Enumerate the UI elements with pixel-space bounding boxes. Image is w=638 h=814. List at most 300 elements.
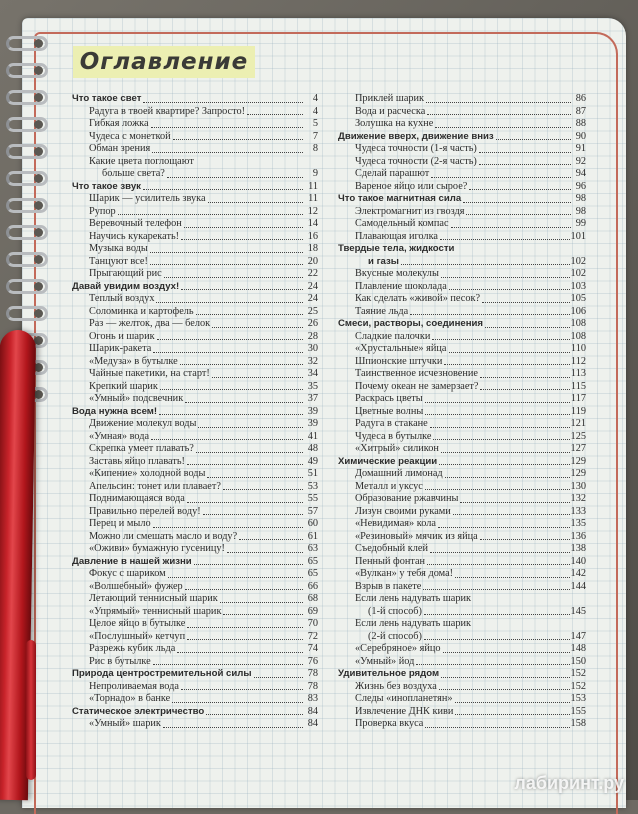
toc-entry-row bbox=[338, 343, 586, 356]
toc-entry-row bbox=[72, 456, 318, 469]
leader-dots bbox=[187, 502, 303, 503]
toc-entry-row bbox=[338, 181, 586, 194]
toc-entry-row bbox=[72, 118, 318, 131]
toc-entry-title: Электромагнит из гвоздя bbox=[355, 205, 465, 217]
toc-entry-row bbox=[72, 593, 318, 606]
binding-hole bbox=[34, 39, 43, 48]
toc-entry-title: Научись кукарекать! bbox=[89, 230, 180, 242]
toc-page-number: 119 bbox=[570, 405, 586, 417]
binding-hole bbox=[34, 93, 43, 102]
leader-dots bbox=[203, 514, 303, 515]
toc-page-number: 49 bbox=[307, 455, 318, 467]
toc-entry-row bbox=[72, 618, 318, 631]
leader-dots bbox=[426, 102, 571, 103]
toc-page-number: 155 bbox=[570, 705, 586, 717]
toc-entry-title: «Оживи» бумажную гусеницу! bbox=[89, 543, 225, 554]
toc-entry-title: Движение молекул воды bbox=[89, 418, 197, 429]
toc-entry-row bbox=[72, 243, 318, 256]
leader-dots bbox=[479, 164, 571, 165]
leader-dots bbox=[445, 477, 570, 478]
toc-page-number: 66 bbox=[307, 580, 318, 592]
toc-entry-row bbox=[72, 156, 318, 169]
toc-page-number: 30 bbox=[307, 343, 318, 354]
toc-entry-title: (1-й способ) bbox=[368, 605, 422, 617]
toc-entry-title: Цветные волны bbox=[355, 405, 424, 417]
toc-entry-title: «Кипение» холодной воды bbox=[89, 468, 206, 479]
toc-entry-row bbox=[338, 206, 586, 219]
toc-entry-row bbox=[338, 681, 586, 694]
toc-entry-title: Разрежь кубик льда bbox=[89, 643, 176, 654]
toc-left-column bbox=[72, 93, 318, 731]
toc-page-number: 148 bbox=[570, 643, 586, 654]
toc-page-number: 152 bbox=[570, 680, 586, 692]
toc-entry-row bbox=[338, 656, 586, 669]
toc-page-number: 22 bbox=[307, 268, 318, 279]
toc-page-number: 105 bbox=[570, 293, 586, 304]
leader-dots bbox=[143, 189, 303, 190]
toc-entry-row bbox=[338, 443, 586, 456]
toc-entry-title: Летающий теннисный шарик bbox=[89, 593, 218, 604]
toc-page-number: 108 bbox=[570, 330, 586, 342]
toc-page-number: 11 bbox=[308, 193, 318, 204]
leader-dots bbox=[480, 539, 570, 540]
toc-entry-title: Если лень надувать шарик bbox=[355, 618, 472, 629]
toc-entry-row bbox=[338, 331, 586, 344]
toc-section-row bbox=[338, 668, 586, 681]
toc-entry-row bbox=[338, 718, 586, 731]
leader-dots bbox=[207, 477, 303, 478]
toc-entry-row bbox=[338, 531, 586, 544]
toc-page-number: 78 bbox=[307, 680, 318, 692]
toc-entry-row bbox=[72, 568, 318, 581]
toc-entry-row bbox=[338, 406, 586, 419]
toc-page-number: 41 bbox=[307, 430, 318, 442]
toc-entry-row bbox=[72, 368, 318, 381]
toc-page-number: 32 bbox=[307, 355, 318, 367]
toc-page-number: 103 bbox=[570, 280, 586, 292]
toc-entry-title: Можно ли смешать масло и воду? bbox=[89, 530, 238, 542]
toc-page-number: 61 bbox=[307, 530, 318, 542]
toc-page-number: 86 bbox=[575, 93, 586, 104]
toc-entry-title: Образование ржавчины bbox=[355, 493, 459, 504]
leader-dots bbox=[181, 289, 303, 290]
toc-entry-title: Плавающая иголка bbox=[355, 230, 438, 242]
binding-hole bbox=[34, 228, 43, 237]
toc-entry-title: Как сделать «живой» песок? bbox=[355, 293, 481, 304]
toc-entry-title: Сладкие палочки bbox=[355, 330, 431, 342]
toc-entry-row bbox=[72, 231, 318, 244]
toc-entry-title: Что такое звук bbox=[72, 180, 141, 192]
toc-entry-row bbox=[72, 193, 318, 206]
leader-dots bbox=[223, 614, 303, 615]
leader-dots bbox=[482, 302, 570, 303]
toc-entry-row bbox=[72, 418, 318, 431]
toc-page-number: 101 bbox=[570, 230, 586, 242]
toc-entry-title: «Умная» вода bbox=[89, 430, 150, 442]
leader-dots bbox=[431, 177, 571, 178]
leader-dots bbox=[206, 714, 303, 715]
leader-dots bbox=[187, 464, 303, 465]
toc-entry-row bbox=[72, 693, 318, 706]
toc-section-row bbox=[338, 131, 586, 144]
toc-page-number: 8 bbox=[312, 143, 318, 154]
leader-dots bbox=[449, 352, 570, 353]
toc-entry-title: «Вулкан» у тебя дома! bbox=[355, 568, 454, 579]
toc-entry-row bbox=[338, 543, 586, 556]
toc-entry-title: Удивительное рядом bbox=[338, 668, 440, 679]
leader-dots bbox=[438, 527, 570, 528]
leader-dots bbox=[460, 502, 569, 503]
toc-entry-title: Приклей шарик bbox=[355, 93, 425, 104]
toc-entry-row bbox=[72, 431, 318, 444]
toc-page-number: 121 bbox=[570, 418, 586, 429]
toc-entry-title: Веревочный телефон bbox=[89, 218, 182, 229]
toc-page-number: 84 bbox=[307, 705, 318, 717]
pen-clip bbox=[26, 640, 36, 780]
binding-hole bbox=[34, 309, 43, 318]
leader-dots bbox=[430, 552, 570, 553]
toc-page-number: 144 bbox=[570, 580, 586, 592]
toc-entry-title: Почему океан не замерзает? bbox=[355, 380, 479, 392]
toc-entry-title: Таинственное исчезновение bbox=[355, 368, 478, 379]
toc-entry-title: Апельсин: тонет или плавает? bbox=[89, 480, 221, 492]
toc-entry-title: Съедобный клей bbox=[355, 543, 428, 554]
toc-entry-title: Если лень надувать шарик bbox=[355, 593, 472, 604]
toc-page-number: 138 bbox=[570, 543, 586, 554]
toc-entry-row bbox=[338, 556, 586, 569]
toc-page-number: 25 bbox=[307, 305, 318, 317]
toc-entry-title: Домашний лимонад bbox=[355, 468, 443, 479]
toc-entry-row bbox=[338, 393, 586, 406]
toc-page-number: 88 bbox=[575, 118, 586, 129]
toc-entry-row bbox=[338, 468, 586, 481]
leader-dots bbox=[416, 664, 569, 665]
toc-entry-row bbox=[72, 543, 318, 556]
toc-entry-title: Следы «инопланетян» bbox=[355, 693, 453, 704]
toc-entry-row bbox=[72, 681, 318, 694]
toc-entry-title: Сделай парашют bbox=[355, 168, 430, 179]
toc-page-number: 72 bbox=[307, 630, 318, 642]
toc-entry-row bbox=[338, 606, 586, 619]
toc-entry-title: «Торнадо» в банке bbox=[89, 693, 171, 704]
toc-page-number: 130 bbox=[570, 480, 586, 492]
toc-page-number: 145 bbox=[570, 605, 586, 617]
toc-entry-title: Движение вверх, движение вниз bbox=[338, 130, 494, 142]
toc-page-number: 147 bbox=[570, 630, 586, 642]
leader-dots bbox=[159, 414, 303, 415]
leader-dots bbox=[424, 639, 570, 640]
toc-entry-title: Вода нужна всем! bbox=[72, 405, 158, 417]
toc-entry-row bbox=[72, 293, 318, 306]
toc-page-number: 136 bbox=[570, 530, 586, 542]
toc-entry-row bbox=[72, 143, 318, 156]
toc-entry-row bbox=[338, 431, 586, 444]
leader-dots bbox=[435, 127, 571, 128]
toc-entry-title: «Упрямый» теннисный шарик bbox=[89, 605, 222, 617]
leader-dots bbox=[153, 352, 303, 353]
binding-hole bbox=[34, 147, 43, 156]
toc-page-number: 16 bbox=[307, 230, 318, 242]
leader-dots bbox=[152, 152, 303, 153]
toc-entry-title: «Волшебный» фужер bbox=[89, 580, 183, 592]
toc-entry-title: Твердые тела, жидкости bbox=[338, 243, 455, 254]
toc-entry-row bbox=[338, 218, 586, 231]
toc-entry-title: Жизнь без воздуха bbox=[355, 680, 437, 692]
leader-dots bbox=[444, 364, 569, 365]
leader-dots bbox=[184, 227, 303, 228]
toc-entry-title: Чудеса точности (2-я часть) bbox=[355, 155, 477, 167]
leader-dots bbox=[480, 389, 569, 390]
leader-dots bbox=[157, 339, 303, 340]
toc-entry-row bbox=[72, 606, 318, 619]
leader-dots bbox=[433, 439, 569, 440]
leader-dots bbox=[479, 152, 571, 153]
toc-page-number: 39 bbox=[307, 405, 318, 417]
toc-section-row bbox=[72, 706, 318, 719]
toc-page-number: 18 bbox=[307, 243, 318, 254]
toc-page-number: 150 bbox=[570, 655, 586, 667]
toc-entry-row bbox=[338, 381, 586, 394]
toc-entry-title: Смеси, растворы, соединения bbox=[338, 318, 483, 329]
leader-dots bbox=[424, 614, 570, 615]
toc-page-number: 28 bbox=[307, 330, 318, 342]
toc-page-number: 142 bbox=[570, 568, 586, 579]
toc-page-number: 11 bbox=[308, 180, 318, 192]
toc-entry-title: Заставь яйцо плавать! bbox=[89, 455, 185, 467]
toc-entry-row bbox=[338, 618, 586, 631]
toc-entry-title: «Умный» йод bbox=[355, 655, 415, 667]
toc-entry-row bbox=[338, 481, 586, 494]
leader-dots bbox=[469, 189, 571, 190]
toc-entry-title: Рупор bbox=[89, 205, 116, 217]
toc-page-number: 91 bbox=[575, 143, 586, 154]
toc-page-number: 140 bbox=[570, 555, 586, 567]
toc-entry-row bbox=[72, 393, 318, 406]
toc-entry-title: «Хрустальные» яйца bbox=[355, 343, 447, 354]
toc-entry-row bbox=[72, 206, 318, 219]
leader-dots bbox=[441, 677, 569, 678]
leader-dots bbox=[254, 677, 303, 678]
toc-entry-title: Обман зрения bbox=[89, 143, 151, 154]
leader-dots bbox=[463, 202, 571, 203]
leader-dots bbox=[439, 464, 569, 465]
toc-page-number: 133 bbox=[570, 505, 586, 517]
toc-entry-title: «Хитрый» силикон bbox=[355, 443, 439, 454]
toc-entry-row bbox=[72, 481, 318, 494]
toc-section-row bbox=[72, 556, 318, 569]
toc-entry-title: Правильно перелей воду! bbox=[89, 505, 201, 517]
binding-hole bbox=[34, 282, 43, 291]
toc-entry-title: Вода и расческа bbox=[355, 105, 426, 117]
toc-entry-row bbox=[72, 343, 318, 356]
toc-page-number: 117 bbox=[570, 393, 586, 404]
leader-dots bbox=[156, 302, 303, 303]
toc-entry-title: Радуга в твоей квартире? Запросто! bbox=[89, 105, 246, 117]
toc-page-number: 90 bbox=[575, 130, 586, 142]
toc-entry-title: Радуга в стакане bbox=[355, 418, 428, 429]
toc-page-number: 51 bbox=[307, 468, 318, 479]
leader-dots bbox=[172, 702, 303, 703]
toc-page-number: 125 bbox=[570, 430, 586, 442]
toc-entry-title: Вкусные молекулы bbox=[355, 268, 439, 279]
leader-dots bbox=[185, 589, 303, 590]
toc-page-number: 153 bbox=[570, 693, 586, 704]
toc-entry-title: «Резиновый» мячик из яйца bbox=[355, 530, 478, 542]
leader-dots bbox=[401, 264, 570, 265]
toc-page-number: 102 bbox=[570, 268, 586, 279]
title-banner bbox=[73, 46, 255, 78]
toc-entry-row bbox=[72, 443, 318, 456]
toc-section-row bbox=[338, 318, 586, 331]
toc-entry-row bbox=[338, 281, 586, 294]
toc-entry-row bbox=[72, 306, 318, 319]
leader-dots bbox=[223, 489, 303, 490]
toc-section-row bbox=[338, 456, 586, 469]
toc-section-row bbox=[72, 281, 318, 294]
toc-page-number: 99 bbox=[575, 218, 586, 229]
leader-dots bbox=[220, 602, 303, 603]
toc-entry-title: Перец и мыло bbox=[89, 518, 151, 529]
leader-dots bbox=[187, 639, 303, 640]
toc-page-number: 7 bbox=[312, 130, 318, 142]
toc-page-number: 14 bbox=[307, 218, 318, 229]
toc-entry-row bbox=[338, 693, 586, 706]
toc-page-number: 94 bbox=[575, 168, 586, 179]
toc-entry-title: Шпионские штучки bbox=[355, 355, 443, 367]
toc-entry-row bbox=[72, 718, 318, 731]
leader-dots bbox=[455, 702, 570, 703]
toc-entry-title: Взрыв в пакете bbox=[355, 580, 422, 592]
toc-entry-title: Шарик-ракета bbox=[89, 343, 152, 354]
toc-entry-title: Металл и уксус bbox=[355, 480, 423, 492]
leader-dots bbox=[451, 227, 571, 228]
leader-dots bbox=[466, 214, 571, 215]
toc-entry-row bbox=[338, 631, 586, 644]
toc-entry-title: Химические реакции bbox=[338, 455, 438, 467]
toc-page-number: 129 bbox=[570, 455, 586, 467]
toc-entry-row bbox=[72, 318, 318, 331]
toc-page-number: 65 bbox=[307, 555, 318, 567]
toc-page-number: 115 bbox=[570, 380, 586, 392]
toc-page-number: 112 bbox=[570, 355, 586, 367]
toc-entry-title: Лизун своими руками bbox=[355, 505, 451, 517]
toc-right-column bbox=[338, 93, 586, 731]
leader-dots bbox=[485, 327, 570, 328]
leader-dots bbox=[432, 339, 569, 340]
toc-page-number: 127 bbox=[570, 443, 586, 454]
toc-section-row bbox=[72, 668, 318, 681]
toc-entry-row bbox=[72, 168, 318, 181]
toc-entry-row bbox=[338, 356, 586, 369]
toc-entry-title: Что такое магнитная сила bbox=[338, 193, 462, 204]
toc-entry-title: Давление в нашей жизни bbox=[72, 555, 192, 567]
toc-page-number: 98 bbox=[575, 205, 586, 217]
toc-entry-row bbox=[338, 706, 586, 719]
toc-page-number: 129 bbox=[570, 468, 586, 479]
leader-dots bbox=[168, 577, 303, 578]
toc-entry-row bbox=[72, 631, 318, 644]
toc-entry-title: Крепкий шарик bbox=[89, 380, 158, 392]
toc-section-row bbox=[72, 181, 318, 194]
toc-entry-title: Рис в бутылке bbox=[89, 655, 151, 667]
toc-entry-title: Таяние льда bbox=[355, 305, 409, 317]
toc-page-number: 113 bbox=[570, 368, 586, 379]
toc-page-number: 78 bbox=[307, 668, 318, 679]
toc-entry-title: «Медуза» в бутылке bbox=[89, 355, 178, 367]
binding-hole bbox=[34, 66, 43, 75]
toc-page-number: 57 bbox=[307, 505, 318, 517]
toc-section-row bbox=[338, 243, 586, 256]
leader-dots bbox=[440, 239, 570, 240]
leader-dots bbox=[181, 239, 303, 240]
toc-entry-title: Какие цвета поглощают bbox=[89, 155, 194, 167]
toc-page-number: 69 bbox=[307, 605, 318, 617]
leader-dots bbox=[153, 527, 303, 528]
toc-entry-row bbox=[338, 306, 586, 319]
toc-page-number: 26 bbox=[307, 318, 318, 329]
leader-dots bbox=[443, 652, 570, 653]
toc-entry-title: Проверка вкуса bbox=[355, 718, 424, 729]
toc-entry-title: Самодельный компас bbox=[355, 218, 449, 229]
toc-entry-row bbox=[338, 106, 586, 119]
toc-entry-title: Теплый воздух bbox=[89, 293, 155, 304]
leader-dots bbox=[212, 327, 303, 328]
toc-page-number: 60 bbox=[307, 518, 318, 529]
toc-page-number: 83 bbox=[307, 693, 318, 704]
toc-section-row bbox=[338, 256, 586, 269]
leader-dots bbox=[423, 589, 569, 590]
toc-entry-row bbox=[338, 156, 586, 169]
toc-entry-title: «Умный» подсвечник bbox=[89, 393, 184, 404]
toc-page-number: 35 bbox=[307, 380, 318, 392]
toc-entry-row bbox=[72, 506, 318, 519]
toc-page-number: 74 bbox=[307, 643, 318, 654]
toc-entry-title: больше света? bbox=[102, 168, 165, 179]
toc-entry-row bbox=[338, 643, 586, 656]
toc-entry-title: и газы bbox=[368, 255, 399, 267]
toc-entry-row bbox=[72, 356, 318, 369]
watermark-logo: лабиринт.ру bbox=[514, 773, 624, 793]
toc-entry-row bbox=[72, 256, 318, 269]
toc-page-number: 92 bbox=[575, 155, 586, 167]
toc-entry-title: Соломинка и картофель bbox=[89, 305, 194, 317]
toc-page-number: 135 bbox=[570, 518, 586, 529]
leader-dots bbox=[208, 202, 303, 203]
toc-section-row bbox=[72, 93, 318, 106]
toc-entry-title: Чудеса в бутылке bbox=[355, 430, 432, 442]
toc-page-number: 98 bbox=[575, 193, 586, 204]
toc-entry-title: Целое яйцо в бутылке bbox=[89, 618, 186, 629]
toc-page-number: 4 bbox=[312, 105, 318, 117]
leader-dots bbox=[118, 214, 303, 215]
binding-hole bbox=[34, 255, 43, 264]
toc-entry-title: Природа центростремительной силы bbox=[72, 668, 252, 679]
toc-entry-row bbox=[338, 143, 586, 156]
toc-entry-title: (2-й способ) bbox=[368, 630, 422, 642]
toc-entry-row bbox=[338, 568, 586, 581]
toc-page-number: 37 bbox=[307, 393, 318, 404]
leader-dots bbox=[164, 277, 303, 278]
toc-page-number: 108 bbox=[570, 318, 586, 329]
toc-entry-row bbox=[72, 381, 318, 394]
binding-hole bbox=[34, 120, 43, 129]
toc-entry-title: Вареное яйцо или сырое? bbox=[355, 180, 468, 192]
toc-entry-row bbox=[72, 331, 318, 344]
leader-dots bbox=[441, 277, 570, 278]
leader-dots bbox=[480, 377, 570, 378]
toc-entry-row bbox=[338, 118, 586, 131]
toc-page-number: 76 bbox=[307, 655, 318, 667]
